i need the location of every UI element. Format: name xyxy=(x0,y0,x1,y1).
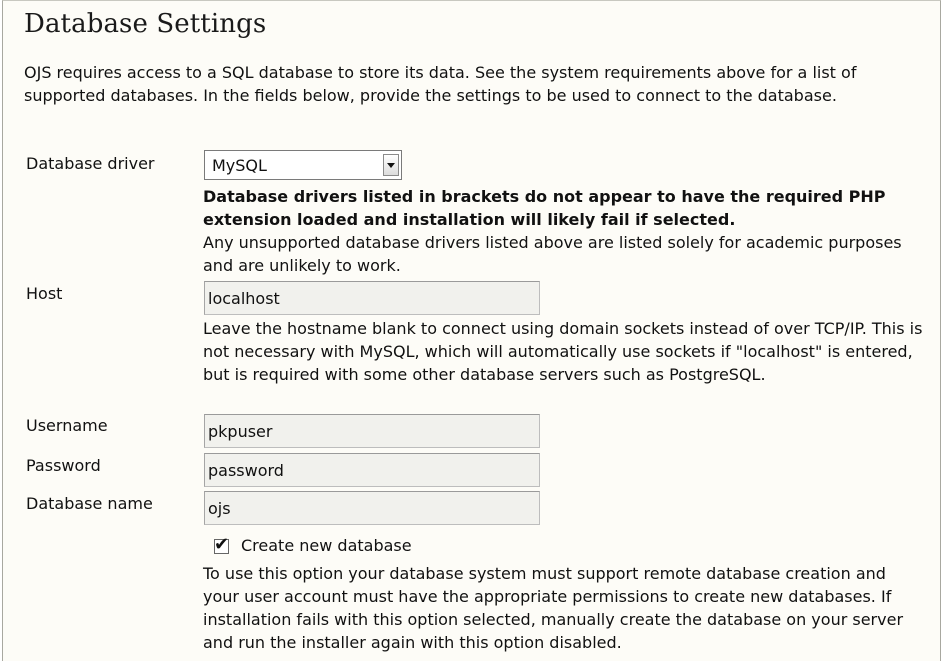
host-label: Host xyxy=(26,284,63,303)
password-input[interactable] xyxy=(204,453,540,487)
checkmark-icon: ✔ xyxy=(214,534,230,555)
section-intro: OJS requires access to a SQL database to store its data. See the system requirements above for a list of supported databases. In the fields below, provide the settings to be used to connect to the database. xyxy=(24,63,857,105)
database-settings-panel xyxy=(2,0,941,661)
dropdown-arrow-icon[interactable] xyxy=(383,154,399,176)
database-name-input[interactable] xyxy=(204,491,540,525)
database-driver-warning: Database drivers listed in brackets do not appear to have the required PHP extension loaded and installation will likely fail if selected. xyxy=(203,187,886,229)
database-name-label: Database name xyxy=(26,494,153,513)
create-database-checkbox[interactable] xyxy=(214,534,230,555)
username-input[interactable] xyxy=(204,414,540,448)
username-label: Username xyxy=(26,416,108,435)
database-driver-note: Any unsupported database drivers listed above are listed solely for academic purposes and are unlikely to work. xyxy=(203,233,902,275)
section-title: Database Settings xyxy=(24,9,267,39)
host-help: Leave the hostname blank to connect using domain sockets instead of over TCP/IP. This is not necessary with MySQL, which will automatically use sockets if "localhost" is entered, but is required with some other database servers such as PostgreSQL. xyxy=(203,319,923,384)
password-label: Password xyxy=(26,456,101,475)
database-driver-value: MySQL xyxy=(212,156,267,175)
create-database-label[interactable]: Create new database xyxy=(241,536,412,555)
create-database-help: To use this option your database system must support remote database creation and your user account must have the appropriate permissions to create new databases. If installation fails with this option selected, manually create the database on your server and run the installer again with this option disabled. xyxy=(203,564,904,652)
database-driver-select[interactable] xyxy=(204,150,402,180)
database-driver-label: Database driver xyxy=(26,154,155,173)
host-input[interactable] xyxy=(204,281,540,315)
